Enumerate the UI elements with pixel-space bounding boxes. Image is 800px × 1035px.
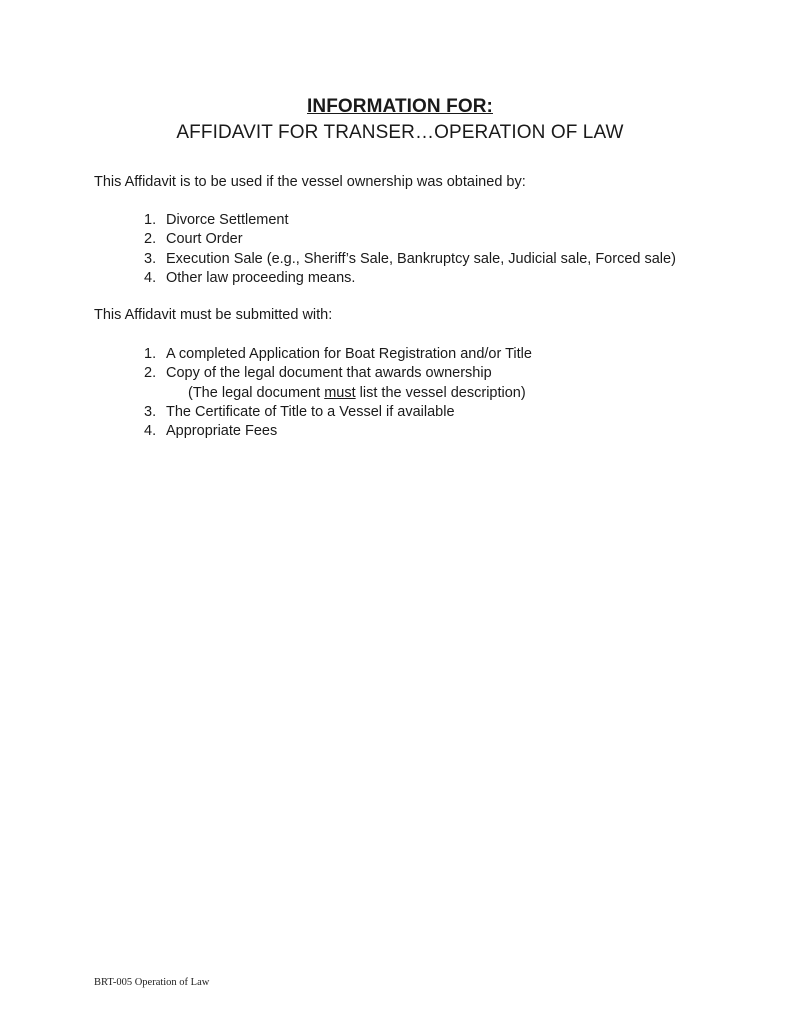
document-subtitle: AFFIDAVIT FOR TRANSER…OPERATION OF LAW [176,122,624,143]
list-item: 2. Copy of the legal document that awards ownership [144,365,492,382]
list-item: 3. Execution Sale (e.g., Sheriff’s Sale, Bankruptcy sale, Judicial sale, Forced sale) [144,250,676,267]
document-title: INFORMATION FOR: [307,96,493,117]
submitted-with-list [144,345,532,441]
list-item: 3. The Certificate of Title to a Vessel if available [144,403,455,420]
section2-intro: This Affidavit must be submitted with: [94,307,333,323]
legal-document-note: (The legal document must list the vessel description) [188,384,526,401]
list-item: 1. A completed Application for Boat Registration and/or Title [144,346,532,362]
list-item: 4. Appropriate Fees [144,423,278,440]
must-emphasis: must [324,384,356,401]
list-item: 1. Divorce Settlement [144,212,289,228]
form-footer: BRT-005 Operation of Law [94,977,210,988]
section1-intro: This Affidavit is to be used if the vessel ownership was obtained by: [94,174,526,190]
list-item: 4. Other law proceeding means. [144,269,356,286]
obtained-by-list [144,211,676,288]
list-item: 2. Court Order [144,231,243,248]
